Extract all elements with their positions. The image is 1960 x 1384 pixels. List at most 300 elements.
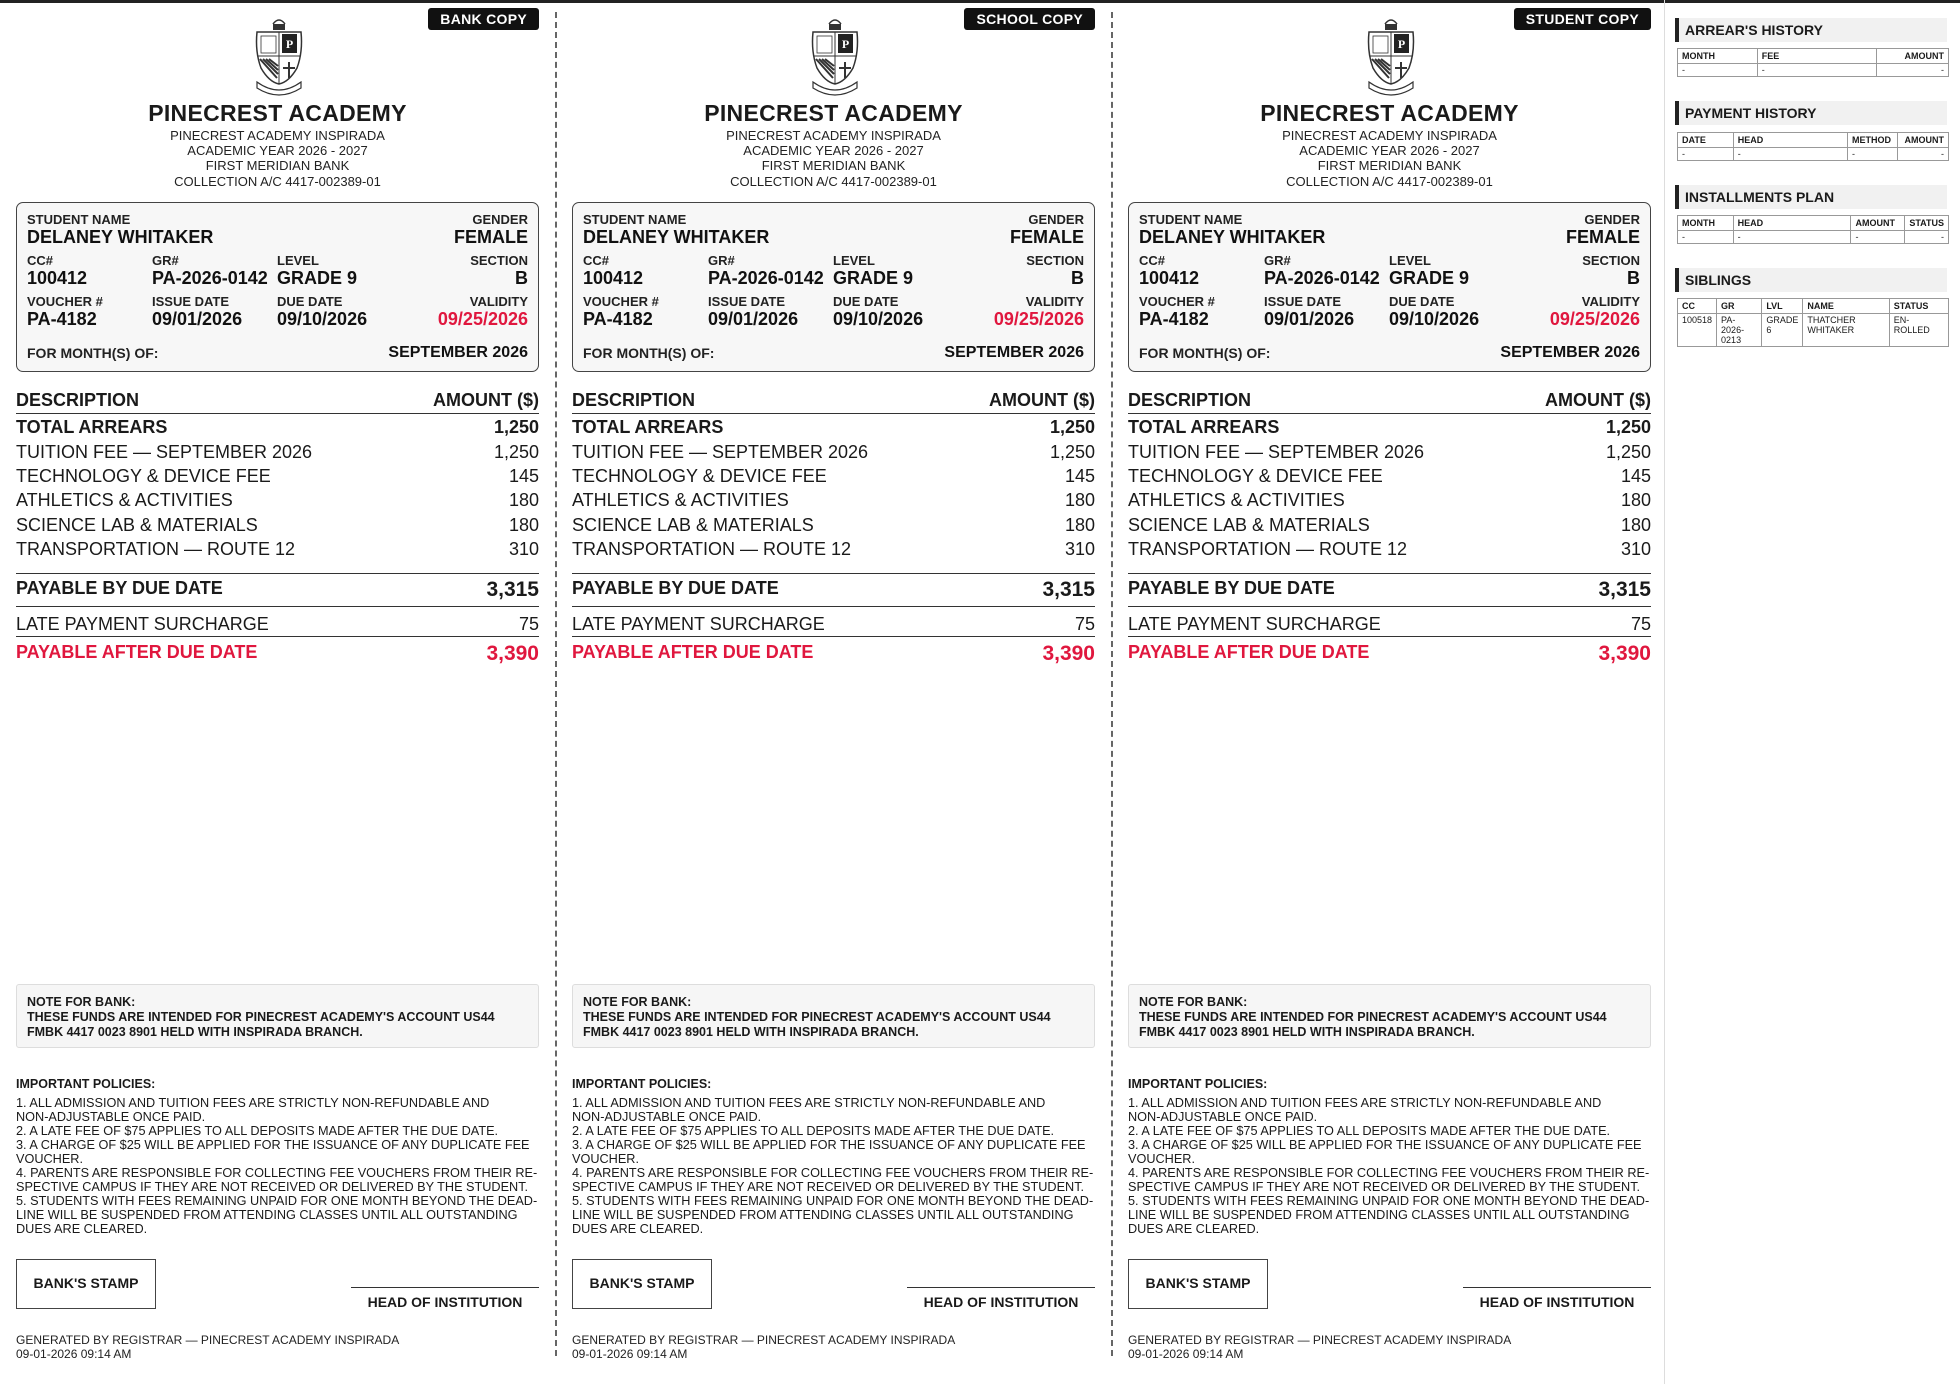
- fee-amount: 145: [508, 466, 539, 486]
- school-account: COLLECTION A/C 4417-002389-01: [1286, 174, 1493, 189]
- svg-text:P: P: [285, 37, 294, 51]
- svg-text:P: P: [1397, 37, 1406, 51]
- column-header: AMOUNT: [1851, 216, 1905, 231]
- gr-value: PA-2026-0142: [708, 268, 824, 288]
- policy-line: 1. ALL ADMISSION AND TUITION FEES ARE STRICTLY NON-REFUNDABLE AND: [1128, 1096, 1602, 1110]
- head-of-institution-label: HEAD OF INSTITUTION: [1479, 1294, 1635, 1310]
- column-header: MONTH: [1678, 216, 1734, 231]
- generated-timestamp: 09-01-2026 09:14 AM: [572, 1347, 688, 1361]
- months-label: FOR MONTH(S) OF:: [27, 345, 159, 361]
- bank-note-line: FMBK 4417 0023 8901 HELD WITH INSPIRADA BRANCH.: [583, 1025, 919, 1039]
- level-label: LEVEL: [1389, 253, 1431, 268]
- fee-description: TUITION FEE — SEPTEMBER 2026: [1128, 442, 1425, 462]
- section-label: SECTION: [1582, 253, 1640, 268]
- gender-value: FEMALE: [454, 227, 528, 247]
- months-value: SEPTEMBER 2026: [944, 344, 1084, 361]
- school-bank: FIRST MERIDIAN BANK: [205, 158, 350, 173]
- fee-table-header: [1128, 390, 1651, 414]
- months-value: SEPTEMBER 2026: [388, 344, 528, 361]
- fee-voucher-school-copy: [572, 0, 1095, 1384]
- generated-timestamp: 09-01-2026 09:14 AM: [1128, 1347, 1244, 1361]
- column-header: AMOUNT: [1877, 49, 1949, 64]
- payments-table: [1677, 132, 1949, 161]
- validity-value: 09/25/2026: [1549, 309, 1640, 329]
- fee-row: [16, 515, 539, 539]
- gr-value: PA-2026-0142: [1264, 268, 1380, 288]
- policy-line: 4. PARENTS ARE RESPONSIBLE FOR COLLECTING FEE VOUCHERS FROM THEIR RE-: [1128, 1166, 1650, 1180]
- table-cell: -: [1905, 231, 1949, 244]
- section-value: B: [1071, 268, 1084, 288]
- table-cell: -: [1733, 148, 1847, 161]
- fee-amount: 1,250: [1605, 442, 1651, 462]
- student-name-label: STUDENT NAME: [27, 212, 131, 227]
- school-name: PINECREST ACADEMY: [704, 100, 963, 126]
- policies-list: [1128, 1096, 1651, 1236]
- policy-line: NON-ADJUSTABLE ONCE PAID.: [572, 1110, 762, 1124]
- bank-note: [16, 984, 539, 1048]
- fee-voucher-student-copy: [1128, 0, 1651, 1384]
- months-label: FOR MONTH(S) OF:: [583, 345, 715, 361]
- payable-after-due-row: [16, 642, 539, 666]
- policies-title: IMPORTANT POLICIES:: [16, 1077, 156, 1091]
- signature-line: [1463, 1287, 1651, 1288]
- generated-by: GENERATED BY REGISTRAR — PINECREST ACADEMY INSPIRADA: [572, 1333, 956, 1347]
- gender-label: GENDER: [1028, 212, 1084, 227]
- table-cell: -: [1898, 148, 1949, 161]
- table-cell: -: [1851, 231, 1905, 244]
- table-header-row: [1678, 49, 1949, 64]
- school-campus: PINECREST ACADEMY INSPIRADA: [170, 128, 385, 143]
- validity-label: VALIDITY: [1025, 294, 1084, 309]
- payments-section-title: PAYMENT HISTORY: [1675, 101, 1947, 125]
- table-cell: -: [1733, 231, 1851, 244]
- policy-line: VOUCHER.: [572, 1152, 639, 1166]
- issue-date-label: ISSUE DATE: [152, 294, 230, 309]
- column-header: FEE: [1757, 49, 1876, 64]
- divider: [1128, 573, 1651, 574]
- policy-line: 3. A CHARGE OF $25 WILL BE APPLIED FOR THE ISSUANCE OF ANY DUPLICATE FEE: [16, 1138, 530, 1152]
- payable-after-due-amount: 3,390: [1042, 642, 1095, 665]
- fee-amount: 180: [508, 515, 539, 535]
- payable-by-due-amount: 3,315: [1042, 578, 1095, 601]
- payable-by-due-amount: 3,315: [486, 578, 539, 601]
- divider: [1128, 606, 1651, 607]
- policy-line: SPECTIVE CAMPUS IF THEY ARE NOT RECEIVED OR DELIVERED BY THE STUDENT.: [1128, 1180, 1641, 1194]
- payable-after-due-amount: 3,390: [1598, 642, 1651, 665]
- head-of-institution-label: HEAD OF INSTITUTION: [923, 1294, 1079, 1310]
- divider: [572, 636, 1095, 637]
- fee-amount: 1,250: [493, 417, 539, 437]
- policy-line: 3. A CHARGE OF $25 WILL BE APPLIED FOR THE ISSUANCE OF ANY DUPLICATE FEE: [572, 1138, 1086, 1152]
- bank-note-line: THESE FUNDS ARE INTENDED FOR PINECREST ACADEMY'S ACCOUNT US44: [27, 1010, 495, 1024]
- policy-line: 4. PARENTS ARE RESPONSIBLE FOR COLLECTING FEE VOUCHERS FROM THEIR RE-: [16, 1166, 538, 1180]
- payable-by-due-label: PAYABLE BY DUE DATE: [1128, 578, 1335, 598]
- fee-description: TOTAL ARREARS: [16, 417, 168, 437]
- signature-line: [351, 1287, 539, 1288]
- gender-value: FEMALE: [1010, 227, 1084, 247]
- column-header: STATUS: [1905, 216, 1949, 231]
- policy-line: NON-ADJUSTABLE ONCE PAID.: [1128, 1110, 1318, 1124]
- issue-date-label: ISSUE DATE: [1264, 294, 1342, 309]
- policy-line: VOUCHER.: [1128, 1152, 1195, 1166]
- generated-by: GENERATED BY REGISTRAR — PINECREST ACADEMY INSPIRADA: [16, 1333, 400, 1347]
- payable-after-due-label: PAYABLE AFTER DUE DATE: [1128, 642, 1370, 662]
- policy-line: VOUCHER.: [16, 1152, 83, 1166]
- policy-line: 5. STUDENTS WITH FEES REMAINING UNPAID FOR ONE MONTH BEYOND THE DEAD-: [572, 1194, 1094, 1208]
- bank-stamp-box: BANK'S STAMP: [1128, 1259, 1268, 1309]
- fee-description: TRANSPORTATION — ROUTE 12: [1128, 539, 1408, 559]
- late-surcharge-label: LATE PAYMENT SURCHARGE: [1128, 614, 1381, 634]
- fee-description: SCIENCE LAB & MATERIALS: [16, 515, 258, 535]
- level-value: GRADE 9: [277, 268, 358, 288]
- payable-by-due-label: PAYABLE BY DUE DATE: [572, 578, 779, 598]
- policy-line: 2. A LATE FEE OF $75 APPLIES TO ALL DEPOSITS MADE AFTER THE DUE DATE.: [16, 1124, 499, 1138]
- cc-value: 100412: [27, 268, 88, 288]
- fee-description: SCIENCE LAB & MATERIALS: [572, 515, 814, 535]
- fee-amount: 310: [1620, 539, 1651, 559]
- section-value: B: [515, 268, 528, 288]
- fee-row: [572, 466, 1095, 490]
- late-surcharge-amount: 75: [1074, 614, 1095, 634]
- fee-amount: 180: [1064, 515, 1095, 535]
- column-header: LVL: [1762, 299, 1803, 314]
- policies-title: IMPORTANT POLICIES:: [572, 1077, 712, 1091]
- generated-timestamp: 09-01-2026 09:14 AM: [16, 1347, 132, 1361]
- generated-by: GENERATED BY REGISTRAR — PINECREST ACADEMY INSPIRADA: [1128, 1333, 1512, 1347]
- policy-line: 5. STUDENTS WITH FEES REMAINING UNPAID FOR ONE MONTH BEYOND THE DEAD-: [16, 1194, 538, 1208]
- table-cell: -: [1678, 148, 1734, 161]
- divider: [572, 573, 1095, 574]
- cc-label: CC#: [27, 253, 54, 268]
- student-info-box: [16, 202, 539, 372]
- policy-line: SPECTIVE CAMPUS IF THEY ARE NOT RECEIVED OR DELIVERED BY THE STUDENT.: [16, 1180, 529, 1194]
- policies-title: IMPORTANT POLICIES:: [1128, 1077, 1268, 1091]
- gender-label: GENDER: [1584, 212, 1640, 227]
- fee-amount: 310: [1064, 539, 1095, 559]
- generated-footer: [16, 1333, 399, 1361]
- fee-row: [1128, 539, 1651, 563]
- fee-amount: 180: [1064, 490, 1095, 510]
- school-account: COLLECTION A/C 4417-002389-01: [174, 174, 381, 189]
- bank-note-line: THESE FUNDS ARE INTENDED FOR PINECREST ACADEMY'S ACCOUNT US44: [1139, 1010, 1607, 1024]
- fee-row: [1128, 490, 1651, 514]
- months-value: SEPTEMBER 2026: [1500, 344, 1640, 361]
- fee-row: [572, 490, 1095, 514]
- policy-line: 1. ALL ADMISSION AND TUITION FEES ARE STRICTLY NON-REFUNDABLE AND: [572, 1096, 1046, 1110]
- fee-description: ATHLETICS & ACTIVITIES: [16, 490, 233, 510]
- column-header: STATUS: [1889, 299, 1948, 314]
- policy-line: 2. A LATE FEE OF $75 APPLIES TO ALL DEPOSITS MADE AFTER THE DUE DATE.: [1128, 1124, 1611, 1138]
- table-row: [1678, 231, 1949, 244]
- due-date-label: DUE DATE: [833, 294, 899, 309]
- school-bank: FIRST MERIDIAN BANK: [761, 158, 906, 173]
- cc-value: 100412: [1139, 268, 1200, 288]
- fee-amount: 1,250: [1049, 417, 1095, 437]
- policy-line: SPECTIVE CAMPUS IF THEY ARE NOT RECEIVED OR DELIVERED BY THE STUDENT.: [572, 1180, 1085, 1194]
- table-row: [1678, 314, 1949, 347]
- validity-label: VALIDITY: [469, 294, 528, 309]
- column-header: DATE: [1678, 133, 1734, 148]
- column-header: HEAD: [1733, 216, 1851, 231]
- cut-line-separator: [1111, 12, 1113, 1356]
- bank-note-line: FMBK 4417 0023 8901 HELD WITH INSPIRADA BRANCH.: [1139, 1025, 1475, 1039]
- gr-label: GR#: [708, 253, 735, 268]
- policy-line: LINE WILL BE SUSPENDED FROM ATTENDING CLASSES UNTIL ALL OUTSTANDING: [572, 1208, 1074, 1222]
- section-label: SECTION: [470, 253, 528, 268]
- fee-description: TECHNOLOGY & DEVICE FEE: [1128, 466, 1383, 486]
- fee-description: ATHLETICS & ACTIVITIES: [572, 490, 789, 510]
- student-name-value: DELANEY WHITAKER: [1139, 227, 1326, 247]
- level-label: LEVEL: [833, 253, 875, 268]
- divider: [1128, 636, 1651, 637]
- arrears-table: [1677, 48, 1949, 77]
- table-header-row: [1678, 299, 1949, 314]
- policy-line: DUES ARE CLEARED.: [1128, 1222, 1260, 1236]
- table-cell: THATCHER WHITAKER: [1803, 314, 1889, 347]
- table-cell: -: [1848, 148, 1898, 161]
- siblings-table: [1677, 298, 1949, 347]
- fee-row: [16, 490, 539, 514]
- fee-row: [572, 442, 1095, 466]
- policy-line: DUES ARE CLEARED.: [572, 1222, 704, 1236]
- fee-amount: 180: [1620, 515, 1651, 535]
- school-crest-logo: [251, 12, 307, 96]
- table-header-row: [1678, 216, 1949, 231]
- payable-after-due-label: PAYABLE AFTER DUE DATE: [16, 642, 258, 662]
- policy-line: LINE WILL BE SUSPENDED FROM ATTENDING CLASSES UNTIL ALL OUTSTANDING: [16, 1208, 518, 1222]
- column-header: AMOUNT: [1898, 133, 1949, 148]
- voucher-label: VOUCHER #: [27, 294, 103, 309]
- fee-amount: 1,250: [1605, 417, 1651, 437]
- svg-text:P: P: [841, 37, 850, 51]
- school-bank: FIRST MERIDIAN BANK: [1317, 158, 1462, 173]
- fee-description: TRANSPORTATION — ROUTE 12: [572, 539, 852, 559]
- description-header: DESCRIPTION: [1128, 390, 1252, 410]
- divider: [16, 606, 539, 607]
- fee-description: TOTAL ARREARS: [572, 417, 724, 437]
- fee-amount: 180: [508, 490, 539, 510]
- fee-amount: 145: [1064, 466, 1095, 486]
- fee-row: [1128, 466, 1651, 490]
- bank-note-line: THESE FUNDS ARE INTENDED FOR PINECREST ACADEMY'S ACCOUNT US44: [583, 1010, 1051, 1024]
- fee-table-header: [572, 390, 1095, 414]
- cc-label: CC#: [583, 253, 610, 268]
- fee-description: TECHNOLOGY & DEVICE FEE: [16, 466, 271, 486]
- months-label: FOR MONTH(S) OF:: [1139, 345, 1271, 361]
- fee-row: [572, 515, 1095, 539]
- column-header: GR: [1717, 299, 1762, 314]
- late-surcharge-row: [572, 614, 1095, 638]
- fee-table-header: [16, 390, 539, 414]
- policy-line: 4. PARENTS ARE RESPONSIBLE FOR COLLECTING FEE VOUCHERS FROM THEIR RE-: [572, 1166, 1094, 1180]
- signature-line: [907, 1287, 1095, 1288]
- validity-value: 09/25/2026: [437, 309, 528, 329]
- table-row: [1678, 148, 1949, 161]
- fee-description: TUITION FEE — SEPTEMBER 2026: [572, 442, 869, 462]
- issue-date-value: 09/01/2026: [152, 309, 243, 329]
- policy-line: 2. A LATE FEE OF $75 APPLIES TO ALL DEPOSITS MADE AFTER THE DUE DATE.: [572, 1124, 1055, 1138]
- issue-date-value: 09/01/2026: [1264, 309, 1355, 329]
- amount-header: AMOUNT ($): [1545, 390, 1651, 410]
- fee-row: [16, 466, 539, 490]
- late-surcharge-label: LATE PAYMENT SURCHARGE: [572, 614, 825, 634]
- policy-line: NON-ADJUSTABLE ONCE PAID.: [16, 1110, 206, 1124]
- policy-line: LINE WILL BE SUSPENDED FROM ATTENDING CLASSES UNTIL ALL OUTSTANDING: [1128, 1208, 1630, 1222]
- school-academic-year: ACADEMIC YEAR 2026 - 2027: [187, 143, 368, 158]
- amount-header: AMOUNT ($): [989, 390, 1095, 410]
- divider: [16, 636, 539, 637]
- payable-after-due-label: PAYABLE AFTER DUE DATE: [572, 642, 814, 662]
- school-name: PINECREST ACADEMY: [148, 100, 407, 126]
- payable-by-due-row: [1128, 578, 1651, 602]
- fee-voucher-bank-copy: [16, 0, 539, 1384]
- school-account: COLLECTION A/C 4417-002389-01: [730, 174, 937, 189]
- column-header: CC: [1678, 299, 1717, 314]
- due-date-value: 09/10/2026: [833, 309, 924, 329]
- gr-label: GR#: [152, 253, 179, 268]
- fee-description: TECHNOLOGY & DEVICE FEE: [572, 466, 827, 486]
- level-label: LEVEL: [277, 253, 319, 268]
- copy-badge: SCHOOL COPY: [964, 8, 1095, 30]
- table-row: [1678, 64, 1949, 77]
- school-campus: PINECREST ACADEMY INSPIRADA: [1282, 128, 1497, 143]
- fee-amount: 1,250: [493, 442, 539, 462]
- siblings-section-title: SIBLINGS: [1675, 268, 1947, 292]
- policy-line: 5. STUDENTS WITH FEES REMAINING UNPAID FOR ONE MONTH BEYOND THE DEAD-: [1128, 1194, 1650, 1208]
- table-cell: -: [1678, 64, 1758, 77]
- late-surcharge-amount: 75: [1630, 614, 1651, 634]
- cc-value: 100412: [583, 268, 644, 288]
- school-academic-year: ACADEMIC YEAR 2026 - 2027: [743, 143, 924, 158]
- copy-badge: BANK COPY: [428, 8, 539, 30]
- due-date-value: 09/10/2026: [277, 309, 368, 329]
- late-surcharge-row: [1128, 614, 1651, 638]
- school-name: PINECREST ACADEMY: [1260, 100, 1519, 126]
- fee-description: TRANSPORTATION — ROUTE 12: [16, 539, 296, 559]
- school-crest-logo: [1363, 12, 1419, 96]
- payable-by-due-amount: 3,315: [1598, 578, 1651, 601]
- bank-stamp-box: BANK'S STAMP: [16, 1259, 156, 1309]
- generated-footer: [572, 1333, 955, 1361]
- fee-row: [572, 539, 1095, 563]
- fee-row: [16, 417, 539, 441]
- cut-line-separator: [555, 12, 557, 1356]
- fee-amount: 180: [1620, 490, 1651, 510]
- payable-by-due-row: [16, 578, 539, 602]
- fee-amount: 1,250: [1049, 442, 1095, 462]
- column-header: MONTH: [1678, 49, 1758, 64]
- issue-date-value: 09/01/2026: [708, 309, 799, 329]
- divider: [16, 573, 539, 574]
- student-name-label: STUDENT NAME: [1139, 212, 1243, 227]
- section-label: SECTION: [1026, 253, 1084, 268]
- fee-row: [16, 442, 539, 466]
- installments-table: [1677, 215, 1949, 244]
- arrears-section-title: ARREAR'S HISTORY: [1675, 18, 1947, 42]
- validity-value: 09/25/2026: [993, 309, 1084, 329]
- head-of-institution-label: HEAD OF INSTITUTION: [367, 1294, 523, 1310]
- table-cell: 100518: [1678, 314, 1717, 347]
- bank-note-line: FMBK 4417 0023 8901 HELD WITH INSPIRADA BRANCH.: [27, 1025, 363, 1039]
- voucher-label: VOUCHER #: [1139, 294, 1215, 309]
- fee-description: TUITION FEE — SEPTEMBER 2026: [16, 442, 313, 462]
- voucher-label: VOUCHER #: [583, 294, 659, 309]
- student-info-box: [1128, 202, 1651, 372]
- description-header: DESCRIPTION: [572, 390, 696, 410]
- policies-list: [572, 1096, 1095, 1236]
- policy-line: 1. ALL ADMISSION AND TUITION FEES ARE STRICTLY NON-REFUNDABLE AND: [16, 1096, 490, 1110]
- bank-note-title: NOTE FOR BANK:: [583, 995, 692, 1009]
- fee-description: SCIENCE LAB & MATERIALS: [1128, 515, 1370, 535]
- payable-after-due-amount: 3,390: [486, 642, 539, 665]
- gender-value: FEMALE: [1566, 227, 1640, 247]
- payable-after-due-row: [572, 642, 1095, 666]
- section-value: B: [1627, 268, 1640, 288]
- generated-footer: [1128, 1333, 1511, 1361]
- due-date-label: DUE DATE: [277, 294, 343, 309]
- installments-section-title: INSTALLMENTS PLAN: [1675, 185, 1947, 209]
- late-surcharge-row: [16, 614, 539, 638]
- payable-by-due-row: [572, 578, 1095, 602]
- cc-label: CC#: [1139, 253, 1166, 268]
- fee-amount: 145: [1620, 466, 1651, 486]
- amount-header: AMOUNT ($): [433, 390, 539, 410]
- table-cell: PA-2026-0213: [1717, 314, 1762, 347]
- validity-label: VALIDITY: [1581, 294, 1640, 309]
- column-header: HEAD: [1733, 133, 1847, 148]
- table-cell: -: [1757, 64, 1876, 77]
- student-info-box: [572, 202, 1095, 372]
- fee-description: ATHLETICS & ACTIVITIES: [1128, 490, 1345, 510]
- bank-note-title: NOTE FOR BANK:: [27, 995, 136, 1009]
- due-date-value: 09/10/2026: [1389, 309, 1480, 329]
- table-cell: -: [1877, 64, 1949, 77]
- fee-row: [1128, 442, 1651, 466]
- column-header: METHOD: [1848, 133, 1898, 148]
- policies-list: [16, 1096, 539, 1236]
- late-surcharge-label: LATE PAYMENT SURCHARGE: [16, 614, 269, 634]
- table-cell: GRADE 6: [1762, 314, 1803, 347]
- student-name-value: DELANEY WHITAKER: [27, 227, 214, 247]
- fee-row: [1128, 417, 1651, 441]
- school-campus: PINECREST ACADEMY INSPIRADA: [726, 128, 941, 143]
- fee-description: TOTAL ARREARS: [1128, 417, 1280, 437]
- fee-row: [16, 539, 539, 563]
- voucher-value: PA-4182: [27, 309, 97, 329]
- divider: [572, 606, 1095, 607]
- payable-by-due-label: PAYABLE BY DUE DATE: [16, 578, 223, 598]
- bank-note: [1128, 984, 1651, 1048]
- late-surcharge-amount: 75: [518, 614, 539, 634]
- student-name-label: STUDENT NAME: [583, 212, 687, 227]
- voucher-value: PA-4182: [583, 309, 653, 329]
- bank-note: [572, 984, 1095, 1048]
- table-header-row: [1678, 133, 1949, 148]
- gender-label: GENDER: [472, 212, 528, 227]
- voucher-value: PA-4182: [1139, 309, 1209, 329]
- description-header: DESCRIPTION: [16, 390, 140, 410]
- table-cell: EN-ROLLED: [1889, 314, 1948, 347]
- issue-date-label: ISSUE DATE: [708, 294, 786, 309]
- bank-note-title: NOTE FOR BANK:: [1139, 995, 1248, 1009]
- copy-badge: STUDENT COPY: [1514, 8, 1651, 30]
- school-academic-year: ACADEMIC YEAR 2026 - 2027: [1299, 143, 1480, 158]
- student-name-value: DELANEY WHITAKER: [583, 227, 770, 247]
- payable-after-due-row: [1128, 642, 1651, 666]
- due-date-label: DUE DATE: [1389, 294, 1455, 309]
- fee-row: [572, 417, 1095, 441]
- bank-stamp-box: BANK'S STAMP: [572, 1259, 712, 1309]
